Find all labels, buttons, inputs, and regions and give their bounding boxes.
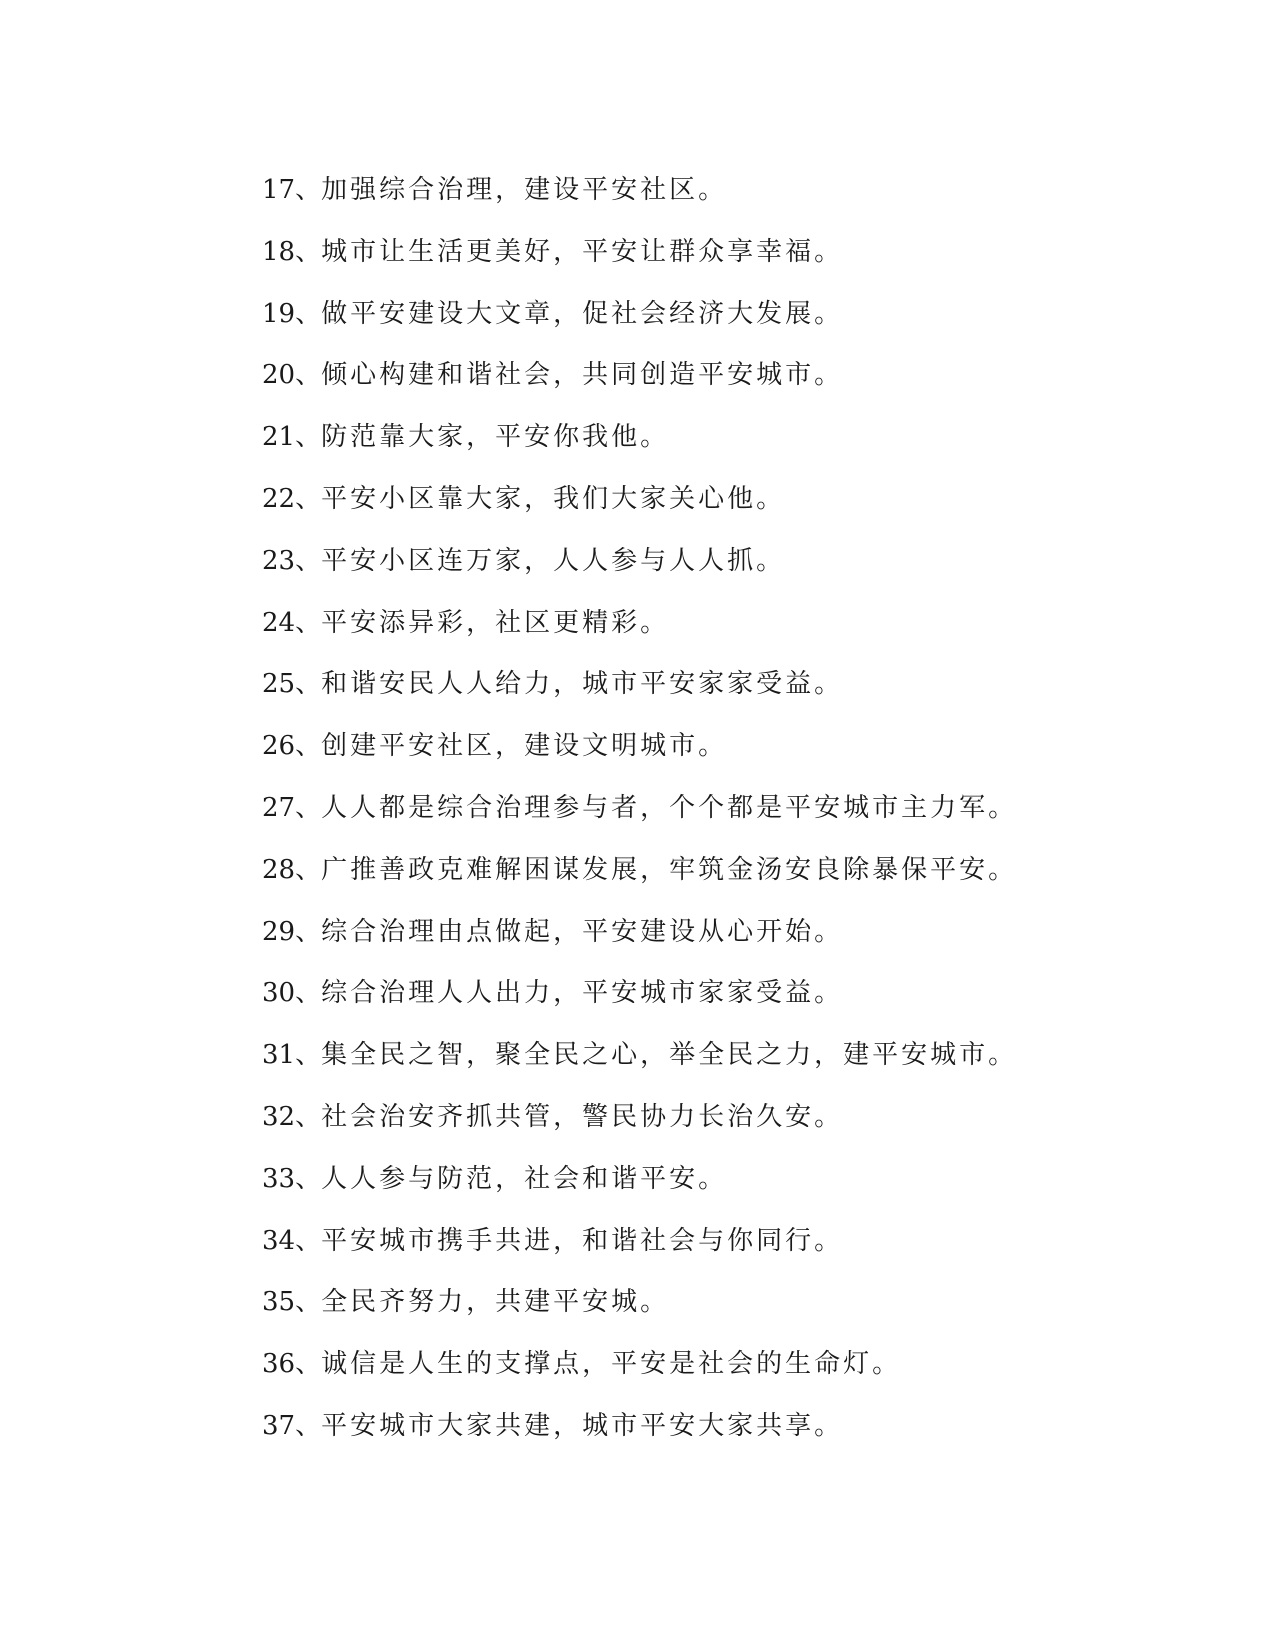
list-item: [262, 1211, 1262, 1273]
item-number: 33、: [262, 1163, 322, 1194]
item-text: 集全民之智，聚全民之心，举全民之力，建平安城市。: [321, 1040, 1018, 1071]
item-text: 和谐安民人人给力，城市平安家家受益。: [321, 669, 844, 700]
item-number: 29、: [262, 916, 322, 947]
item-text: 城市让生活更美好，平安让群众享幸福。: [321, 236, 844, 267]
item-number: 37、: [262, 1410, 322, 1441]
item-text: 广推善政克难解困谋发展，牢筑金汤安良除暴保平安。: [321, 854, 1018, 885]
list-item: [262, 1025, 1262, 1087]
item-number: 24、: [262, 607, 322, 638]
slogan-list: [262, 160, 1262, 1458]
item-text: 社会治安齐抓共管，警民协力长治久安。: [321, 1101, 844, 1132]
list-item: [262, 716, 1262, 778]
list-item: [262, 1087, 1262, 1149]
list-item: [262, 778, 1262, 840]
list-item: [262, 902, 1262, 964]
item-text: 防范靠大家，平安你我他。: [321, 422, 670, 453]
item-text: 平安城市大家共建，城市平安大家共享。: [321, 1410, 844, 1441]
list-item: [262, 963, 1262, 1025]
item-text: 做平安建设大文章，促社会经济大发展。: [321, 298, 844, 329]
item-number: 17、: [262, 175, 322, 205]
item-number: 25、: [262, 669, 322, 700]
item-text: 加强综合治理，建设平安社区。: [321, 175, 728, 205]
item-number: 18、: [262, 236, 322, 267]
item-text: 平安城市携手共进，和谐社会与你同行。: [321, 1225, 844, 1256]
list-item: [262, 160, 1262, 222]
item-text: 人人都是综合治理参与者，个个都是平安城市主力军。: [321, 792, 1018, 823]
item-text: 平安添异彩，社区更精彩。: [321, 607, 670, 638]
item-text: 综合治理人人出力，平安城市家家受益。: [321, 978, 844, 1009]
item-number: 32、: [262, 1101, 322, 1132]
item-number: 28、: [262, 854, 322, 885]
item-number: 20、: [262, 360, 322, 391]
item-number: 27、: [262, 792, 322, 823]
item-text: 诚信是人生的支撑点，平安是社会的生命灯。: [321, 1349, 902, 1380]
list-item: [262, 407, 1262, 469]
item-text: 人人参与防范，社会和谐平安。: [321, 1163, 728, 1194]
item-number: 22、: [262, 483, 322, 514]
item-number: 31、: [262, 1040, 322, 1071]
item-number: 19、: [262, 298, 322, 329]
list-item: [262, 654, 1262, 716]
list-item: [262, 469, 1262, 531]
item-number: 34、: [262, 1225, 322, 1256]
item-number: 30、: [262, 978, 322, 1009]
item-text: 全民齐努力，共建平安城。: [321, 1287, 670, 1318]
item-number: 36、: [262, 1349, 322, 1380]
list-item: [262, 345, 1262, 407]
list-item: [262, 593, 1262, 655]
list-item: [262, 222, 1262, 284]
list-item: [262, 1334, 1262, 1396]
item-text: 倾心构建和谐社会，共同创造平安城市。: [321, 360, 844, 391]
list-item: [262, 1149, 1262, 1211]
list-item: [262, 284, 1262, 346]
item-text: 平安小区连万家，人人参与人人抓。: [321, 545, 786, 576]
list-item: [262, 1272, 1262, 1334]
item-text: 平安小区靠大家，我们大家关心他。: [321, 483, 786, 514]
list-item: [262, 531, 1262, 593]
item-number: 21、: [262, 422, 322, 453]
item-number: 35、: [262, 1287, 322, 1318]
list-item: [262, 1396, 1262, 1458]
item-text: 综合治理由点做起，平安建设从心开始。: [321, 916, 844, 947]
item-text: 创建平安社区，建设文明城市。: [321, 731, 728, 762]
list-item: [262, 840, 1262, 902]
item-number: 26、: [262, 731, 322, 762]
item-number: 23、: [262, 545, 322, 576]
